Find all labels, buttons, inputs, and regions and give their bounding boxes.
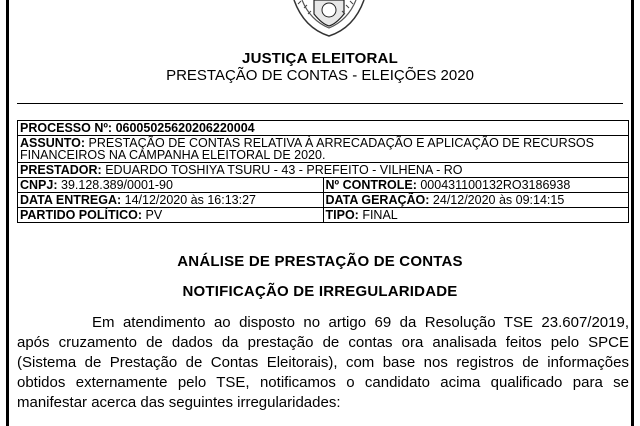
prestador-value: EDUARDO TOSHIYA TSURU - 43 - PREFEITO - VILHENA - RO <box>105 163 463 177</box>
controle-label: Nº CONTROLE: <box>325 178 417 192</box>
controle-value: 000431100132RO3186938 <box>420 178 571 192</box>
data-entrega-cell <box>18 193 324 208</box>
cnpj-value: 39.128.389/0001-90 <box>61 178 173 192</box>
header-divider <box>17 103 623 104</box>
paragraph-line: manifestar acerca das seguintes irregularidades: <box>17 394 341 411</box>
processo-cell <box>18 121 629 136</box>
table-row <box>18 208 629 223</box>
header-title: JUSTIÇA ELEITORAL <box>242 50 398 67</box>
controle-cell <box>323 178 629 193</box>
notification-title: NOTIFICAÇÃO DE IRREGULARIDADE <box>182 283 458 300</box>
paragraph-line: (Sistema de Prestação de Contas Eleitorais), com base nos registros de informações <box>17 354 629 371</box>
partido-label: PARTIDO POLÍTICO: <box>20 208 142 222</box>
paragraph-line: obtidos externamente pelo TSE, notificamos o candidato acima qualificado para se <box>17 374 629 391</box>
data-geracao-value: 24/12/2020 às 09:14:15 <box>432 193 565 207</box>
partido-value: PV <box>145 208 163 222</box>
assunto-cell <box>18 136 629 163</box>
header-subtitle: PRESTAÇÃO DE CONTAS - ELEIÇÕES 2020 <box>166 67 474 84</box>
prestador-label: PRESTADOR: <box>20 163 102 177</box>
table-row <box>18 136 629 163</box>
process-info-table <box>17 120 629 223</box>
tipo-cell <box>323 208 629 223</box>
table-row <box>18 121 629 136</box>
cnpj-label: CNPJ: <box>20 178 58 192</box>
document-page <box>6 0 634 426</box>
data-geracao-label: DATA GERAÇÃO: <box>325 193 430 207</box>
data-entrega-value: 14/12/2020 às 16:13:27 <box>124 193 257 207</box>
table-row <box>18 193 629 208</box>
analysis-title: ANÁLISE DE PRESTAÇÃO DE CONTAS <box>177 253 463 270</box>
assunto-value: PRESTAÇÃO DE CONTAS RELATIVA À ARRECADAÇÃO E APLICAÇÃO DE RECURSOS FINANCEIROS NA CAMPANHA ELEITORAL DE 2020. <box>20 136 594 162</box>
paragraph-line: Em atendimento ao disposto no artigo 69 da Resolução TSE 23.607/2019, <box>92 314 629 331</box>
data-entrega-label: DATA ENTREGA: <box>20 193 122 207</box>
prestador-cell <box>18 163 629 178</box>
partido-cell <box>18 208 324 223</box>
processo-value: 06005025620206220004 <box>115 121 255 135</box>
data-geracao-cell <box>323 193 629 208</box>
coat-of-arms-icon <box>284 0 374 40</box>
assunto-label: ASSUNTO: <box>20 136 86 150</box>
processo-label: PROCESSO Nº: <box>20 121 113 135</box>
cnpj-cell <box>18 178 324 193</box>
table-row <box>18 178 629 193</box>
tipo-label: TIPO: <box>325 208 359 222</box>
table-row <box>18 163 629 178</box>
paragraph-line: após cruzamento de dados da prestação de contas ora analisada feitos pelo SPCE <box>17 334 629 351</box>
tipo-value: FINAL <box>362 208 398 222</box>
notification-paragraph <box>17 313 629 413</box>
